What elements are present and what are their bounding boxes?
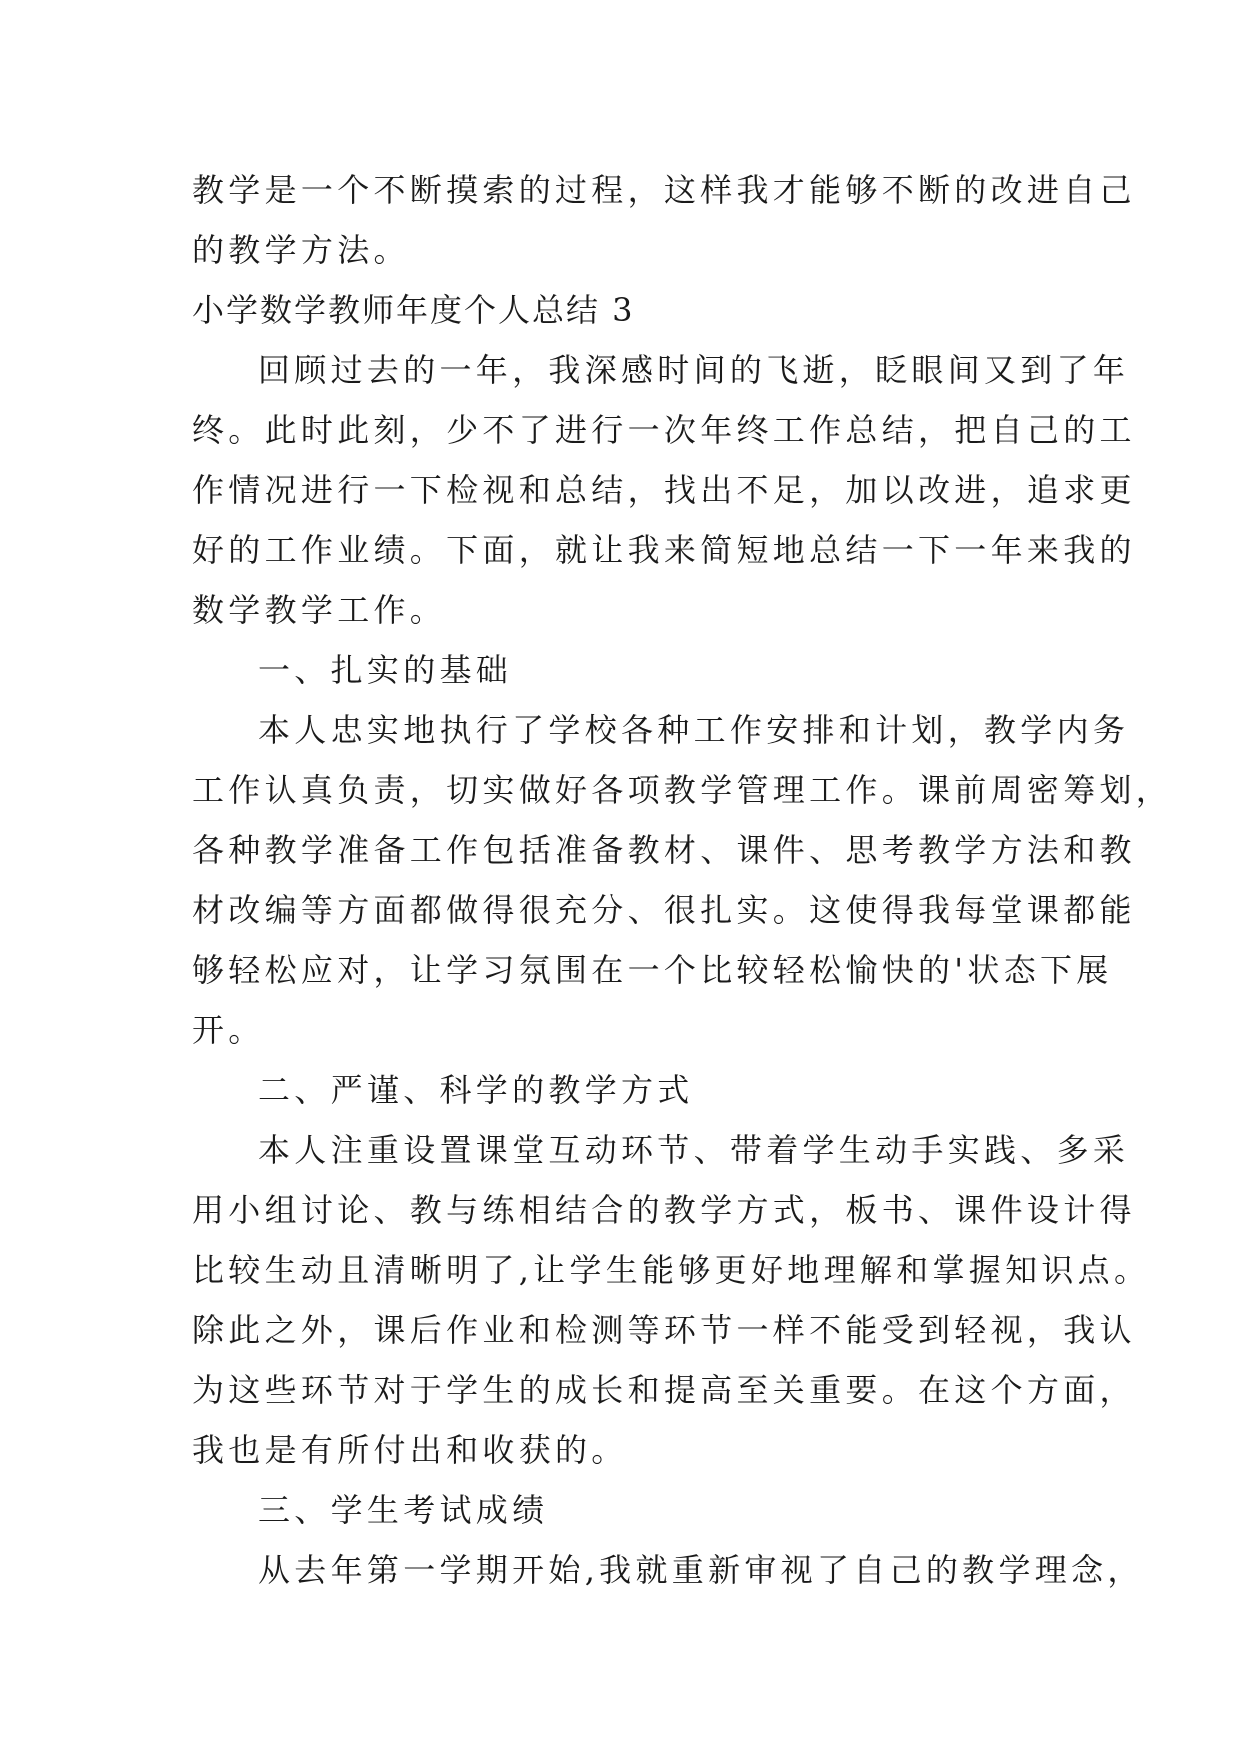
- text-line: 工作认真负责，切实做好各项教学管理工作。课前周密筹划，: [192, 771, 1173, 809]
- text-line: 好的工作业绩。下面，就让我来简短地总结一下一年来我的: [192, 531, 1136, 569]
- text-line: 比较生动且清晰明了,让学生能够更好地理解和掌握知识点。: [192, 1251, 1151, 1289]
- subheading: 一、扎实的基础: [258, 651, 513, 689]
- text-line: 本人注重设置课堂互动环节、带着学生动手实践、多采: [258, 1131, 1130, 1169]
- subheading: 三、学生考试成绩: [258, 1491, 549, 1529]
- text-line: 的教学方法。: [192, 231, 410, 269]
- text-line: 终。此时此刻，少不了进行一次年终工作总结，把自己的工: [192, 411, 1136, 449]
- text-line: 我也是有所付出和收获的。: [192, 1431, 628, 1469]
- text-line: 作情况进行一下检视和总结，找出不足，加以改进，追求更: [192, 471, 1136, 509]
- text-line: 材改编等方面都做得很充分、很扎实。这使得我每堂课都能: [192, 891, 1136, 929]
- text-line: 数学教学工作。: [192, 591, 447, 629]
- subheading: 二、严谨、科学的教学方式: [258, 1071, 694, 1109]
- text-line: 教学是一个不断摸索的过程，这样我才能够不断的改进自己: [192, 171, 1136, 209]
- text-line: 回顾过去的一年，我深感时间的飞逝，眨眼间又到了年: [258, 351, 1130, 389]
- text-line: 开。: [192, 1011, 265, 1049]
- text-line: 本人忠实地执行了学校各种工作安排和计划，教学内务: [258, 711, 1130, 749]
- text-line: 除此之外，课后作业和检测等环节一样不能受到轻视，我认: [192, 1311, 1136, 1349]
- text-line: 为这些环节对于学生的成长和提高至关重要。在这个方面，: [192, 1371, 1136, 1409]
- text-line: 用小组讨论、教与练相结合的教学方式，板书、课件设计得: [192, 1191, 1136, 1229]
- document-body: [192, 160, 1173, 1600]
- text-line: 够轻松应对，让学习氛围在一个比较轻松愉快的'状态下展: [192, 951, 1113, 989]
- section-title: 小学数学教师年度个人总结 3: [192, 291, 635, 329]
- text-line: 从去年第一学期开始,我就重新审视了自己的教学理念，: [258, 1551, 1144, 1589]
- text-line: 各种教学准备工作包括准备教材、课件、思考教学方法和教: [192, 831, 1136, 869]
